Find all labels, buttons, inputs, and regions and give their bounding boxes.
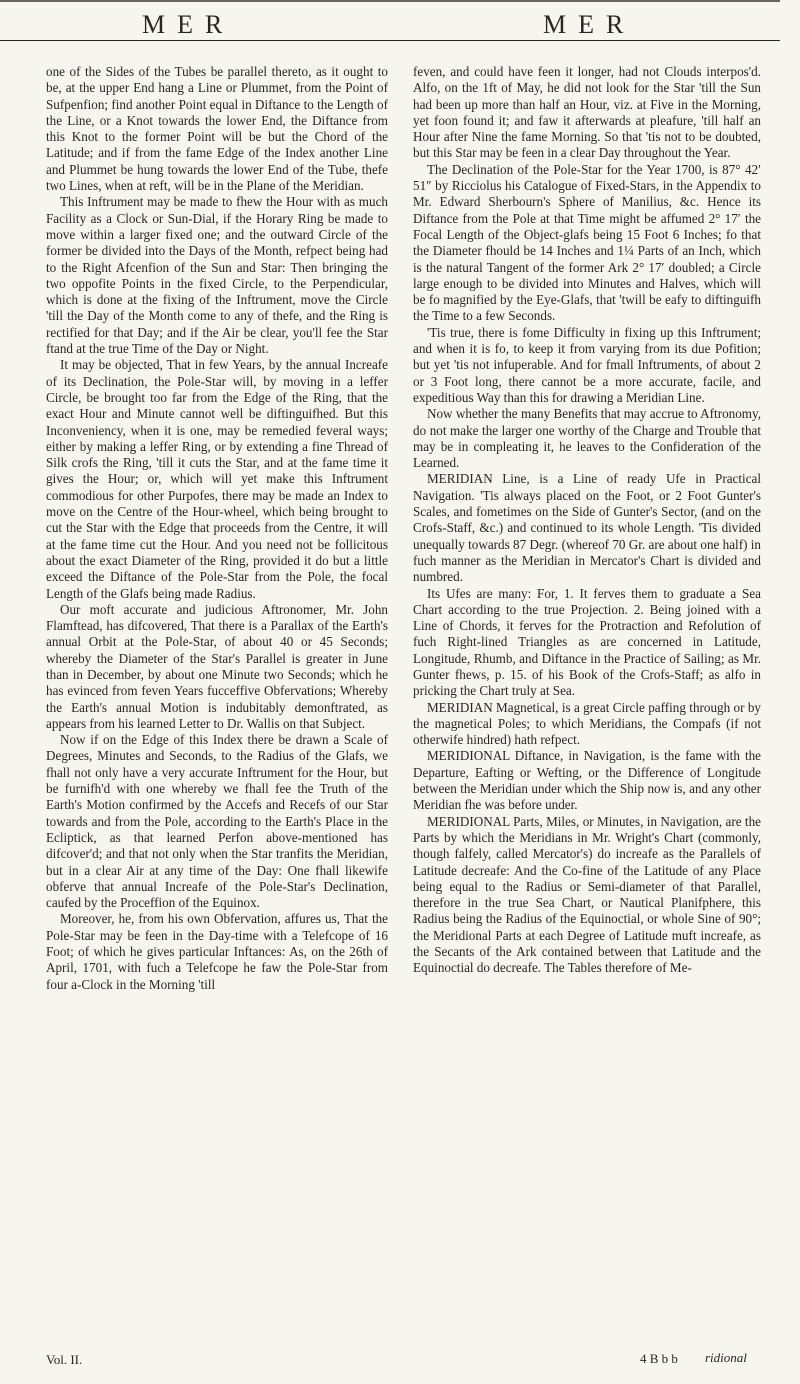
right-paragraph-9: MERIDIONAL Parts, Miles, or Minutes, in Navigation, are the Parts by which the Meridians in Mr. Wright's Chart (commonly, though falfely, called Mercator's) do increafe as the Parallels of Latitude decreafe: And the Co-fine of the Latitude of any Place being equal to the Radius or Semi-diameter of that Parallel, therefore in the true Sea Chart, or Nautical Planifphere, this Radius being the Radius of the Equinoctial, or whole Sine of 90°; the Meridional Parts at each Degree of Latitude muft increafe, as the Secants of the Ark contained between that Latitude and the Equinoctial do decreafe. The Tables therefore of Me-: [413, 813, 761, 976]
right-paragraph-7: MERIDIAN Magnetical, is a great Circle paffing through or by the magnetical Poles; to which Meridians, the Compafs (if not otherwife hindred) hath refpect.: [413, 699, 761, 748]
left-paragraph-6: Moreover, he, from his own Obfervation, affures us, That the Pole-Star may be feen in the Day-time with a Telefcope of 16 Foot; of which he gives particular Inftances: As, on the 26th of April, 1701, with fuch a Telefcope he faw the Pole-Star from four a-Clock in the Morning 'till: [46, 911, 388, 992]
top-border: [0, 0, 780, 2]
catchword: ridional: [705, 1350, 747, 1365]
right-paragraph-3: 'Tis true, there is fome Difficulty in fixing up this Inftrument; and when it is fo, to keep it from varying from its due Pofition; but yet 'tis not infuperable. And for fmall Inftruments, of about 2 or 3 Foot long, there cannot be a more accurate, facile, and expeditious Way than this for drawing a Meridian Line.: [413, 324, 761, 405]
left-paragraph-3: It may be objected, That in few Years, by the annual Increafe of its Declination, the Pole-Star will, by moving in a leffer Circle, be brought too far from the Edge of the Ring, that the exact Hour and Minute cannot well be diftinguifhed. But this Inconveniency, when it is one, may be remedied feveral ways; either by making a leffer Ring, or by extending a fine Thread of Silk crofs the Ring, 'till it cuts the Star, and at the fame time it gives the Hour; or, which will yet make this Inftrument commodious for other Purpofes, there may be made an Index to move on the Centre of the Hour-wheel, which being brought to cut the Star with the Edge that proceeds from the Centre, it will at the fame time cut the Hour. And you need not be follicitous about the exact Diameter of the Ring, provided it do but a little exceed the Diftance of the Pole-Star from the Pole, the focal Length of the Glafs being made Radius.: [46, 357, 388, 601]
running-head-left: MER: [142, 10, 235, 39]
header-rule: [0, 40, 780, 41]
left-paragraph-2: This Inftrument may be made to fhew the Hour with as much Facility as a Clock or Sun-Dial, if the Horary Ring be made to move within a larger fixed one; and the outward Circle of the former be divided into the Days of the Month, refpect being had to the Right Afcenfion of the Sun and Star: Then bringing the two oppofite Points in the fixed Circle, to the Perpendicular, which is done at the fixing of the Inftrument, move the Circle 'till the Day of the Month come to any of thefe, and the Ring is rectified for that Day; and if the Air be clear, you'll fee the Star ftand at the true Time of the Day or Night.: [46, 194, 388, 357]
right-paragraph-4: Now whether the many Benefits that may accrue to Aftronomy, do not make the larger one worthy of the Charge and Trouble that may be in compleating it, he leaves to the Confideration of the Learned.: [413, 406, 761, 471]
volume-label: Vol. II.: [46, 1352, 83, 1367]
signature-mark: 4 B b b: [640, 1351, 678, 1366]
right-paragraph-5: MERIDIAN Line, is a Line of ready Ufe in Practical Navigation. 'Tis always placed on the Foot, or 2 Foot Gunter's Scales, and fometimes on the Side of Gunter's Sector, (and on the Crofs-Staff, &c.) and continued to its whole Length. 'Tis divided unequally towards 87 Degr. (whereof 70 Gr. are about one half) in fuch manner as the Meridian in Mercator's Chart is divided and numbred.: [413, 471, 761, 585]
running-head-right: MER: [543, 10, 636, 39]
right-column: [413, 64, 761, 977]
left-paragraph-1: one of the Sides of the Tubes be parallel thereto, as it ought to be, at the upper End hang a Line or Plummet, from the Point of Sufpenfion; find another Point equal in Diftance to the Length of the Line, or a Knot towards the lower End, the Diftance from this Knot to the former Point will be but the Chord of the Latitude; and if from the fame Edge of the Index another Line and Plummet be hung towards the lower End of the Tube, thefe two Lines, when at reft, will be in the Plane of the Meridian.: [46, 64, 388, 194]
right-paragraph-6: Its Ufes are many: For, 1. It ferves them to graduate a Sea Chart according to the true Projection. 2. Being joined with a Line of Chords, it ferves for the Protraction and Refolution of fuch Right-lined Triangles as are concerned in Latitude, Longitude, Rhumb, and Diftance in the Practice of Sailing; as Mr. Gunter fhews, p. 15. of his Book of the Crofs-Staff; as alfo in pricking the Chart truly at Sea.: [413, 585, 761, 699]
left-paragraph-5: Now if on the Edge of this Index there be drawn a Scale of Degrees, Minutes and Seconds, to the Radius of the Glafs, we fhall not only have a very accurate Inftrument for the Hour, but be furnifh'd with one whereby we fhall fee the Truth of the Earth's Motion confirmed by the Accefs and Recefs of our Star towards and from the Pole, according to the Earth's Place in the Ecliptick, as that learned Perfon above-mentioned has difcover'd; and that not only when the Star tranfits the Meridian, but in a clear Air at any time of the Day: One fhall likewife obferve that annual Increafe of the Pole-Star's Declination, caufed by the Proceffion of the Equinox.: [46, 732, 388, 911]
right-paragraph-1: feven, and could have feen it longer, had not Clouds interpos'd. Alfo, on the 1ft of May, he did not look for the Star 'till the Sun had been up more than half an Hour, viz. at Five in the Morning, yet foon found it; and faw it afterwards at pleafure, 'till half an Hour after Nine the fame Morning. So that 'tis not to be doubted, but this Star may be feen in a clear Day throughout the Year.: [413, 64, 761, 161]
right-paragraph-2: The Declination of the Pole-Star for the Year 1700, is 87° 42′ 51″ by Ricciolus his Catalogue of Fixed-Stars, in the Appendix to Mr. Edward Sherbourn's Sphere of Manilius, &c. Hence its Diftance from the Pole at that Time might be affumed 2° 17′ the Focal Length of the Object-glafs being 15 Foot 6 Inches; fo that the Diameter fhould be 14 Inches and 1¼ Parts of an Inch, which is the natural Tangent of the former Ark 2° 17′ doubled; a Circle large enough to be divided into Minutes and Halves, which will be fo magnified by the Eye-Glafs, that 'twill be eafy to diftinguifh the Time to a few Seconds.: [413, 161, 761, 324]
left-paragraph-4: Our moft accurate and judicious Aftronomer, Mr. John Flamftead, has difcovered, That there is a Parallax of the Earth's annual Orbit at the Pole-Star, of about 40 or 45 Seconds; whereby the Diameter of the Star's Parallel is greater in June than in December, by about one Minute two Seconds; which he has evinced from feven Years fucceffive Obfervations; Whereby the Earth's annual Motion is indubitably demonftrated, as appears from his learned Letter to Dr. Wallis on that Subject.: [46, 601, 388, 731]
right-paragraph-8: MERIDIONAL Diftance, in Navigation, is the fame with the Departure, Eafting or Wefting, or the Difference of Longitude between the Meridian under which the Ship now is, and any other Meridian fhe was before under.: [413, 748, 761, 813]
left-column: [46, 64, 388, 993]
